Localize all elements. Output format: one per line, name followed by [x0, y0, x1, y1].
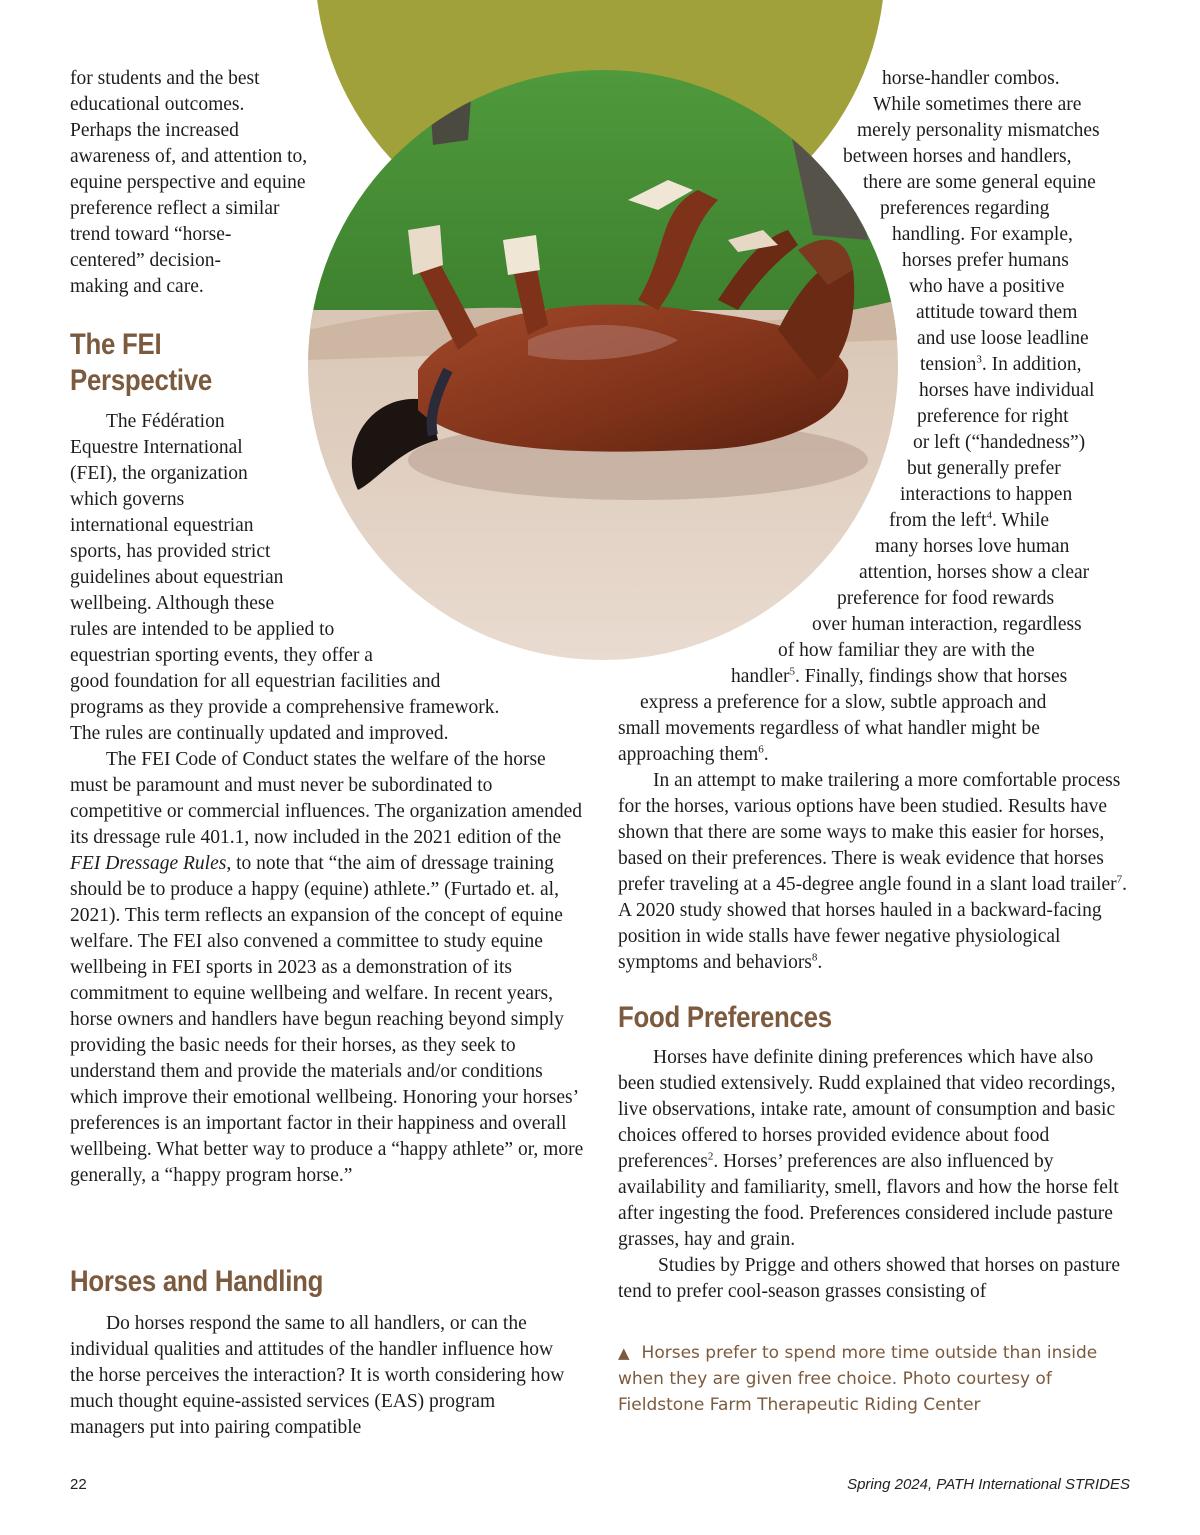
fei-code-paragraph: The FEI Code of Conduct states the welfare of the horse must be paramount and must never be subordinated to competitive or commercial influences. The organization amended its dressage rule 401.1, now included in the 2021 edition of the FEI Dressage Rules, to note that “the aim of dressage training should be to produce a happy (equine) athlete.” (Furtado et. al, 2021). This term reflects an expansion of the concept of equine welfare. The FEI also convened a committee to study equine wellbeing in FEI sports in 2023 as a demonstration of its commitment to equine wellbeing and welfare. In recent years, horse owners and handlers have begun reaching beyond simply providing the basic needs for their horses, as they seek to understand them and provide the materials and/or conditions which improve their emotional wellbeing. Honoring your horses’ preferences is an important factor in their happiness and overall wellbeing. What better way to produce a “happy athlete” or, more generally, a “happy program horse.” — [70, 749, 584, 1186]
approach-paragraph-tail: small movements regardless of what handler might be approaching them$^6$. — [618, 718, 1040, 765]
handling-paragraph: Do horses respond the same to all handlers, or can the individual qualities and attitudes of the handler influence how the horse perceives the interaction? It is worth considering how much thought equine-assisted services (EAS) program managers put into pairing compatible — [70, 1313, 565, 1438]
wrap-line: between horses and handlers, — [843, 146, 1072, 167]
citation-5: 5 — [789, 665, 795, 678]
wrap-line: merely personality mismatches — [857, 120, 1100, 141]
wrap-line: but generally prefer — [907, 458, 1061, 479]
fei-line: The Fédération — [106, 411, 225, 432]
triangle-up-icon: ▲ — [618, 1344, 630, 1362]
citation-3: 3 — [976, 353, 982, 366]
citation-2: 2 — [707, 1150, 714, 1163]
intro-line: centered” decision- — [70, 250, 222, 271]
wrap-line: handling. For example, — [892, 224, 1073, 245]
wrap-line: many horses love human — [875, 536, 1070, 557]
wrap-line: express a preference for a slow, subtle approach and — [640, 692, 1047, 713]
intro-line: making and care. — [70, 276, 204, 297]
fei-line: (FEI), the organization — [70, 463, 248, 484]
horse-photo-illustration — [308, 70, 898, 660]
fei-heading-line-1: The FEI — [70, 328, 162, 361]
wrap-line: attitude toward them — [916, 302, 1078, 323]
wrap-line: horse-handler combos. — [882, 68, 1060, 89]
wrap-line: attention, horses show a clear — [859, 562, 1090, 583]
intro-line: awareness of, and attention to, — [70, 146, 308, 167]
wrap-line: there are some general equine — [863, 172, 1096, 193]
wrap-line: preference for food rewards — [837, 588, 1055, 609]
citation-8: 8 — [811, 951, 818, 964]
citation-4: 4 — [986, 509, 992, 522]
fei-line: Equestre International — [70, 437, 243, 458]
wrap-line: horses have individual — [919, 380, 1095, 401]
fei-line: programs as they provide a comprehensive framework. — [70, 697, 500, 718]
wrap-line: who have a positive — [909, 276, 1065, 297]
fei-line: rules are intended to be applied to — [70, 619, 335, 640]
food-heading: Food Preferences — [618, 1001, 832, 1034]
caption-text: Horses prefer to spend more time outside than inside when they are given free choice. Photo courtesy of Fieldstone Farm Therapeutic Riding Center — [618, 1343, 1098, 1415]
wrap-line: preferences regarding — [880, 198, 1050, 219]
wrap-line: handler$^5$. Finally, findings show that horses — [731, 665, 1068, 687]
wrap-line: interactions to happen — [900, 484, 1073, 505]
fei-line: which governs — [70, 489, 185, 510]
citation-6: 6 — [758, 743, 764, 756]
pasture-paragraph: Studies by Prigge and others showed that horses on pasture tend to prefer cool-season grasses consisting of — [618, 1255, 1120, 1302]
wrap-line: and use loose leadline — [917, 328, 1089, 349]
intro-line: for students and the best — [70, 68, 260, 89]
fei-line: international equestrian — [70, 515, 254, 536]
fei-heading-line-2: Perspective — [70, 364, 213, 397]
fei-line: The rules are continually updated and improved. — [70, 723, 449, 744]
fei-line: good foundation for all equestrian facilities and — [70, 671, 441, 692]
fei-line: sports, has provided strict — [70, 541, 271, 562]
intro-line: Perhaps the increased — [70, 120, 239, 141]
wrap-line: While sometimes there are — [873, 94, 1082, 115]
publication-footer: Spring 2024, PATH International STRIDES — [847, 1476, 1130, 1493]
wrap-line: or left (“handedness”) — [913, 432, 1086, 453]
intro-line: trend toward “horse- — [70, 224, 232, 245]
intro-line: educational outcomes. — [70, 94, 245, 115]
intro-line: equine perspective and equine — [70, 172, 306, 193]
fei-line: wellbeing. Although these — [70, 593, 275, 614]
wrap-line: from the left$^4$. While — [889, 509, 1050, 531]
fei-line: guidelines about equestrian — [70, 567, 284, 588]
fei-line: equestrian sporting events, they offer a — [70, 645, 373, 666]
intro-line: preference reflect a similar — [70, 198, 280, 219]
food-paragraph: Horses have definite dining preferences which have also been studied extensively. Rudd explained that video recordings, live observations, intake rate, amount of consumption and basic choices offered to horses provided evidence about food preferences$^2$. Horses’ preferences are also influenced by availability and familiarity, smell, flavors and how the horse felt after ingesting the food. Preferences considered include pasture grasses, hay and grain. — [618, 1047, 1119, 1250]
page-number: 22 — [70, 1476, 87, 1493]
photo-caption — [618, 1340, 1138, 1418]
wrap-line: preference for right — [917, 406, 1069, 427]
wrap-line: of how familiar they are with the — [778, 640, 1035, 661]
wrap-line: horses prefer humans — [902, 250, 1069, 271]
wrap-line: over human interaction, regardless — [812, 614, 1082, 635]
wrap-line: tension$^3$. In addition, — [920, 353, 1082, 375]
horse-rolling-photo — [308, 70, 898, 660]
fei-dressage-rules-title: FEI Dressage Rules — [70, 853, 227, 874]
handling-heading: Horses and Handling — [70, 1265, 324, 1298]
trailer-paragraph: In an attempt to make trailering a more comfortable process for the horses, various options have been studied. Results have shown that there are some ways to make this easier for horses, based on their preferences. There is weak evidence that horses prefer traveling at a 45-degree angle found in a slant load trailer$^7$. A 2020 study showed that horses hauled in a backward-facing position in wide stalls have fewer negative physiological symptoms and behaviors$^8$. — [618, 770, 1128, 973]
citation-7: 7 — [1116, 873, 1123, 886]
